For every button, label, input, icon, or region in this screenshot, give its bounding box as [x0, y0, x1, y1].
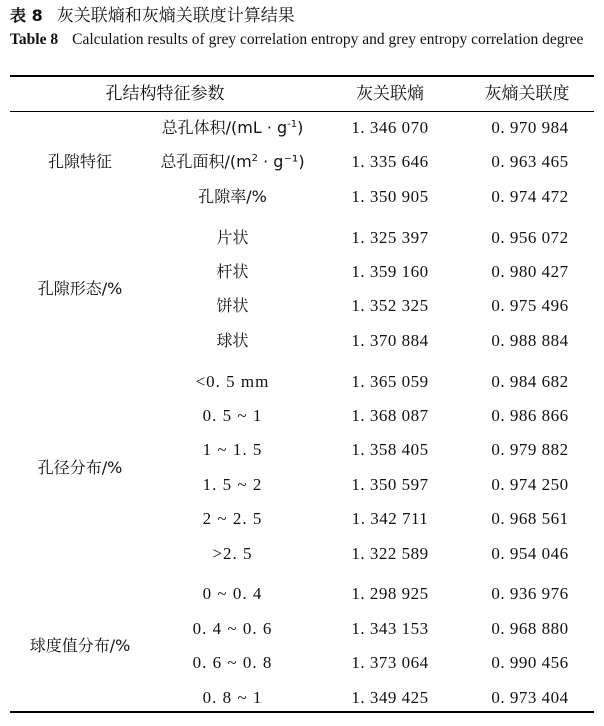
row-param-text: 总孔体积/(mL · g: [161, 118, 288, 137]
row-entropy: 1. 346 070: [351, 118, 429, 137]
row-param-text: 0. 5 ~ 1: [202, 406, 263, 425]
row-param: [130, 683, 335, 713]
row-param-superscript: 2: [251, 153, 259, 165]
row-entropy: 1. 359 160: [351, 262, 429, 281]
row-entropy: 1. 343 153: [351, 618, 429, 638]
row-param-text: 球状: [216, 330, 249, 350]
row-param: [130, 539, 335, 569]
row-degree: 0. 963 465: [491, 152, 569, 172]
row-entropy: 1. 365 059: [351, 371, 429, 391]
row-param-text: 2 ~ 2. 5: [202, 509, 263, 529]
row-param: [130, 223, 335, 253]
row-entropy: 1. 358 405: [351, 440, 429, 460]
row-entropy: 1. 368 087: [351, 406, 429, 425]
row-degree: 0. 986 866: [491, 406, 569, 425]
row-param-text: 1 ~ 1. 5: [202, 440, 263, 460]
row-param-text: 片状: [216, 227, 249, 247]
row-entropy: 1. 322 589: [351, 543, 429, 563]
group-label: 孔径分布/%: [37, 457, 123, 477]
row-param-text: <0. 5 mm: [195, 371, 270, 391]
row-param-text: 0. 8 ~ 1: [202, 687, 263, 707]
row-degree: 0. 974 250: [491, 474, 569, 494]
table-bottom-rule: [10, 711, 594, 713]
row-entropy: 1. 342 711: [351, 509, 429, 529]
row-param-tail: ): [297, 118, 304, 137]
row-param-text: 杆状: [216, 262, 249, 281]
row-degree: 0. 990 456: [491, 653, 569, 673]
row-param: [130, 435, 335, 465]
header-entropy: 灰关联熵: [356, 84, 424, 104]
row-param: [130, 326, 335, 356]
row-param: [130, 614, 335, 644]
row-degree: 0. 956 072: [491, 227, 569, 247]
row-degree: 0. 988 884: [491, 330, 569, 350]
row-entropy: 1. 349 425: [351, 687, 429, 707]
row-degree: 0. 973 404: [491, 687, 569, 707]
row-entropy: 1. 350 905: [351, 186, 429, 206]
row-param-text: >2. 5: [212, 543, 253, 563]
caption-zh-title: 灰关联熵和灰熵关联度计算结果: [56, 6, 295, 25]
row-param: [130, 401, 335, 431]
header-param: 孔结构特征参数: [105, 84, 225, 104]
row-degree: 0. 954 046: [491, 543, 569, 563]
row-param: [130, 504, 335, 534]
row-entropy: 1. 352 325: [351, 296, 429, 316]
row-degree: 0. 968 561: [491, 509, 569, 529]
row-entropy: 1. 373 064: [351, 653, 429, 673]
caption-en-label: Table 8: [10, 31, 59, 48]
group-label: 孔隙形态/%: [37, 279, 123, 299]
row-param-text: 0. 4 ~ 0. 6: [192, 618, 273, 638]
row-param: [130, 648, 335, 678]
row-param: [130, 147, 335, 177]
row-param-text: 孔隙率/%: [198, 186, 267, 206]
caption-en-title: Calculation results of grey correlation entropy and grey entropy correlation degree: [72, 31, 584, 48]
row-param: [130, 182, 335, 212]
row-degree: 0. 975 496: [491, 296, 569, 316]
row-param: [130, 291, 335, 321]
row-degree: 0. 936 976: [491, 584, 569, 604]
row-param-tail: · g⁻¹): [258, 152, 305, 172]
row-param: [130, 367, 335, 397]
row-entropy: 1. 350 597: [351, 474, 429, 494]
row-param: [130, 113, 335, 143]
row-param-text: 0 ~ 0. 4: [202, 584, 263, 604]
row-param-text: 1. 5 ~ 2: [202, 474, 263, 494]
row-degree: 0. 970 984: [491, 118, 569, 137]
group-label: 球度值分布/%: [29, 636, 131, 655]
row-param: [130, 579, 335, 609]
row-param: [130, 470, 335, 500]
row-param-text: 饼状: [216, 296, 249, 316]
row-degree: 0. 974 472: [491, 186, 569, 206]
group-label: 孔隙特征: [47, 152, 112, 172]
row-param-superscript: -1: [287, 119, 298, 130]
caption-zh-label: 表 8: [10, 6, 43, 25]
row-degree: 0. 979 882: [491, 440, 569, 460]
row-degree: 0. 984 682: [491, 371, 569, 391]
row-entropy: 1. 298 925: [351, 584, 429, 604]
row-degree: 0. 980 427: [491, 262, 569, 281]
row-entropy: 1. 325 397: [351, 227, 429, 247]
row-param-text: 总孔面积/(m: [160, 152, 252, 172]
row-entropy: 1. 335 646: [351, 152, 429, 172]
row-entropy: 1. 370 884: [351, 330, 429, 350]
header-degree: 灰熵关联度: [484, 84, 570, 104]
row-param-text: 0. 6 ~ 0. 8: [192, 653, 273, 673]
row-param: [130, 257, 335, 287]
row-degree: 0. 968 880: [491, 618, 569, 638]
